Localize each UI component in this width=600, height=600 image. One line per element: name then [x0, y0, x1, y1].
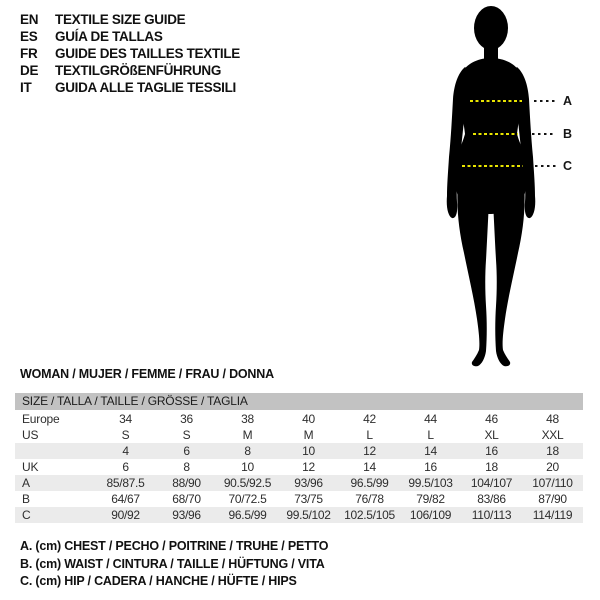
row-label: US [22, 428, 39, 442]
gender-heading: WOMAN / MUJER / FEMME / FRAU / DONNA [20, 367, 274, 381]
size-cell: 34 [119, 412, 132, 426]
row-label: A [22, 476, 30, 490]
hip-leader-line [535, 165, 558, 167]
language-title: GUIDE DES TAILLES TEXTILE [55, 46, 241, 61]
table-row [15, 411, 583, 427]
marker-label-c: C [563, 159, 572, 173]
note-line: C. (cm) HIP / CADERA / HANCHE / HÜFTE / HIPS [20, 574, 297, 589]
size-cell: 8 [244, 444, 251, 458]
size-cell: 70/72.5 [228, 492, 267, 506]
row-label [15, 443, 95, 459]
size-cell: 73/75 [294, 492, 323, 506]
language-code: IT [20, 80, 32, 95]
size-cell: 6 [122, 460, 129, 474]
table-row [15, 507, 583, 523]
size-cell: 10 [241, 460, 254, 474]
size-cell: 107/110 [532, 476, 573, 490]
size-cell: 48 [546, 412, 559, 426]
language-code: EN [20, 12, 39, 27]
size-cell: 42 [363, 412, 376, 426]
chest-leader-line [534, 100, 558, 102]
waist-dashed-line [473, 133, 518, 135]
size-cell: 114/119 [532, 508, 573, 522]
row-label: B [22, 492, 30, 506]
size-cell: 102.5/105 [344, 508, 395, 522]
size-cell: 110/113 [471, 508, 512, 522]
size-cell: 99.5/103 [408, 476, 453, 490]
size-cell: 93/96 [172, 508, 201, 522]
size-cell: M [303, 428, 314, 442]
size-cell: 16 [485, 444, 498, 458]
size-cell: L [366, 428, 373, 442]
size-cell: 87/90 [538, 492, 567, 506]
size-cell: 14 [424, 444, 437, 458]
language-code: FR [20, 46, 38, 61]
size-table-body [15, 411, 583, 523]
size-cell: S [121, 428, 130, 442]
size-cell: 4 [122, 444, 129, 458]
size-cell: 12 [363, 444, 376, 458]
size-table-header: SIZE / TALLA / TAILLE / GRÖSSE / TAGLIA [15, 393, 583, 410]
language-code: DE [20, 63, 39, 78]
size-cell: 6 [183, 444, 190, 458]
measurement-notes [20, 538, 328, 591]
size-cell: 38 [241, 412, 254, 426]
chest-dashed-line [470, 100, 522, 102]
size-cell: 79/82 [416, 492, 445, 506]
language-title: GUIDA ALLE TAGLIE TESSILI [55, 80, 236, 95]
size-cell: 36 [180, 412, 193, 426]
size-cell: 64/67 [111, 492, 140, 506]
row-label: C [22, 508, 31, 522]
size-cell: 12 [302, 460, 315, 474]
size-cell: 106/109 [409, 508, 452, 522]
size-cell: S [182, 428, 191, 442]
size-cell: XL [484, 428, 499, 442]
size-cell: XXL [541, 428, 564, 442]
language-title: GUÍA DE TALLAS [55, 29, 163, 44]
size-cell: 85/87.5 [106, 476, 145, 490]
size-cell: 16 [424, 460, 437, 474]
size-cell: 18 [546, 444, 559, 458]
size-cell: 96.5/99 [350, 476, 389, 490]
size-cell: 90/92 [111, 508, 140, 522]
size-cell: 76/78 [355, 492, 384, 506]
woman-silhouette [441, 3, 541, 368]
size-cell: 20 [546, 460, 559, 474]
size-cell: 88/90 [172, 476, 201, 490]
size-cell: 8 [183, 460, 190, 474]
table-row [15, 459, 583, 475]
size-cell: M [242, 428, 253, 442]
size-cell: 46 [485, 412, 498, 426]
size-cell: 83/86 [477, 492, 506, 506]
size-table [15, 393, 583, 523]
size-cell: 96.5/99 [228, 508, 267, 522]
table-row [15, 427, 583, 443]
table-row [15, 491, 583, 507]
size-cell: 99.5/102 [286, 508, 331, 522]
size-cell: 10 [302, 444, 315, 458]
size-cell: 90.5/92.5 [223, 476, 272, 490]
note-line: B. (cm) WAIST / CINTURA / TAILLE / HÜFTUNG / VITA [20, 556, 325, 571]
language-title: TEXTILE SIZE GUIDE [55, 12, 186, 27]
size-cell: 18 [485, 460, 498, 474]
table-row [15, 475, 583, 491]
hip-dashed-line [462, 165, 523, 167]
row-label: Europe [22, 412, 60, 426]
size-cell: 93/96 [294, 476, 323, 490]
size-cell: 14 [363, 460, 376, 474]
table-row [15, 443, 583, 459]
size-cell: L [427, 428, 434, 442]
size-cell: 44 [424, 412, 437, 426]
language-code: ES [20, 29, 38, 44]
marker-label-a: A [563, 94, 572, 108]
language-title: TEXTILGRÖßENFÜHRUNG [55, 63, 222, 78]
note-line: A. (cm) CHEST / PECHO / POITRINE / TRUHE / PETTO [20, 539, 329, 553]
size-cell: 40 [302, 412, 315, 426]
size-cell: 104/107 [470, 476, 513, 490]
size-cell: 68/70 [172, 492, 201, 506]
waist-leader-line [532, 133, 555, 135]
marker-label-b: B [563, 127, 572, 141]
row-label: UK [22, 460, 39, 474]
